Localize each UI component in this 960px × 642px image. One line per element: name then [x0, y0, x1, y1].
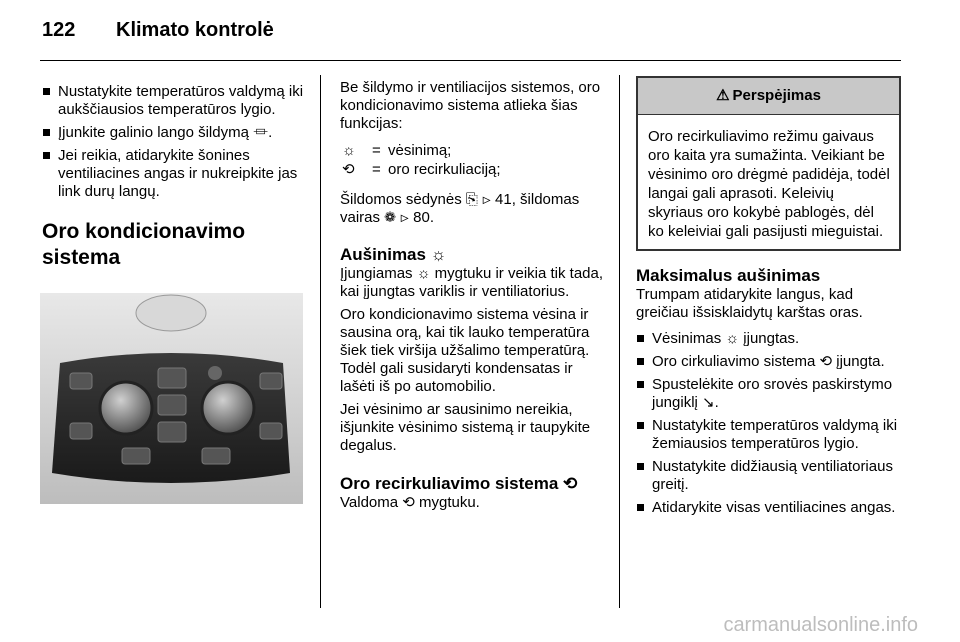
- warning-text: Oro recirkuliavimo režimu gaivaus oro kaita yra sumažinta. Veikiant be vėsinimo oro drėgmė padidėja, todėl langai gali aprasoti. Keleivių skyriaus oro kokybė pablogės, dėl ko keleiviai gali pasijusti mieguistai.: [648, 128, 890, 240]
- section-heading-cooling: Aušinimas ☼: [340, 245, 447, 264]
- section-heading-recirculation: Oro recirkuliavimo sistema ⟲: [340, 474, 578, 493]
- max-cooling-intro: Trumpam atidarykite langus, kad greičiau išsisklaidytų karštas oras.: [636, 286, 863, 321]
- list-item: Vėsinimas ☼ įjungtas.: [636, 330, 901, 348]
- column-divider-1: [320, 75, 321, 608]
- header-rule: [40, 60, 901, 61]
- list-item: Įjunkite galinio lango šildymą ⏛.: [42, 124, 310, 142]
- list-item: ☼ = vėsinimą;: [342, 142, 452, 159]
- seat-reference: Šildomos sėdynės ⎘ ⊳ 41, šildomas vairas ❁ ⊳ 80.: [340, 191, 580, 226]
- snowflake-icon: ☼: [342, 142, 356, 159]
- warning-header: ⚠ Perspėjimas: [638, 78, 899, 115]
- climate-control-panel-photo: [40, 293, 303, 504]
- list-item: Nustatykite temperatūros valdymą iki aukščiausios temperatūros lygio.: [42, 83, 310, 119]
- list-item: Atidarykite visas ventiliacines angas.: [636, 499, 901, 517]
- section-heading-max-cooling: Maksimalus aušinimas: [636, 266, 821, 285]
- function-list: [340, 142, 608, 180]
- warning-box: [636, 76, 901, 251]
- page-number: 122: [42, 19, 76, 41]
- list-item: Nustatykite temperatūros valdymą iki žemiausios temperatūros lygio.: [636, 417, 901, 453]
- cooling-paragraph-2: Oro kondicionavimo sistema vėsina ir sausina orą, kai tik lauko temperatūra šiek tiek viršija užšalimo temperatūrą. Todėl gali susidaryti kondensatas ir lašėti iš po automobilio.: [340, 306, 590, 395]
- recirculation-icon: ⟲: [342, 161, 355, 178]
- cooling-paragraph-3: Jei vėsinimo ar sausinimo nereikia, išjunkite vėsinimo sistemą ir taupykite degalus.: [340, 401, 591, 454]
- list-item: Jei reikia, atidarykite šonines ventiliacines angas ir nukreipkite jas link durų langų.: [42, 147, 310, 201]
- recirculation-text: Valdoma ⟲ mygtuku.: [340, 494, 480, 511]
- column-2: [340, 79, 608, 512]
- column-1: [42, 83, 310, 271]
- page-title: Klimato kontrolė: [116, 19, 274, 41]
- intro-paragraph: Be šildymo ir ventiliacijos sistemos, oro kondicionavimo sistema atlieka šias funkcijas:: [340, 79, 601, 132]
- list-item: Oro cirkuliavimo sistema ⟲ įjungta.: [636, 353, 901, 371]
- section-heading-ac: Oro kondicionavimo sistema: [42, 220, 246, 269]
- cooling-paragraph-1: Įjungiamas ☼ mygtuku ir veikia tik tada, kai įjungtas variklis ir ventiliatorius.: [340, 265, 604, 300]
- watermark: carmanualsonline.info: [723, 614, 918, 636]
- list-item: Spustelėkite oro srovės paskirstymo jungiklį ↘.: [636, 376, 901, 412]
- column-3: [636, 76, 901, 522]
- list-item: ⟲ = oro recirkuliaciją;: [342, 161, 501, 178]
- column-divider-2: [619, 75, 620, 608]
- warning-triangle-icon: ⚠: [716, 87, 730, 104]
- list-item: Nustatykite didžiausią ventiliatoriaus greitį.: [636, 458, 901, 494]
